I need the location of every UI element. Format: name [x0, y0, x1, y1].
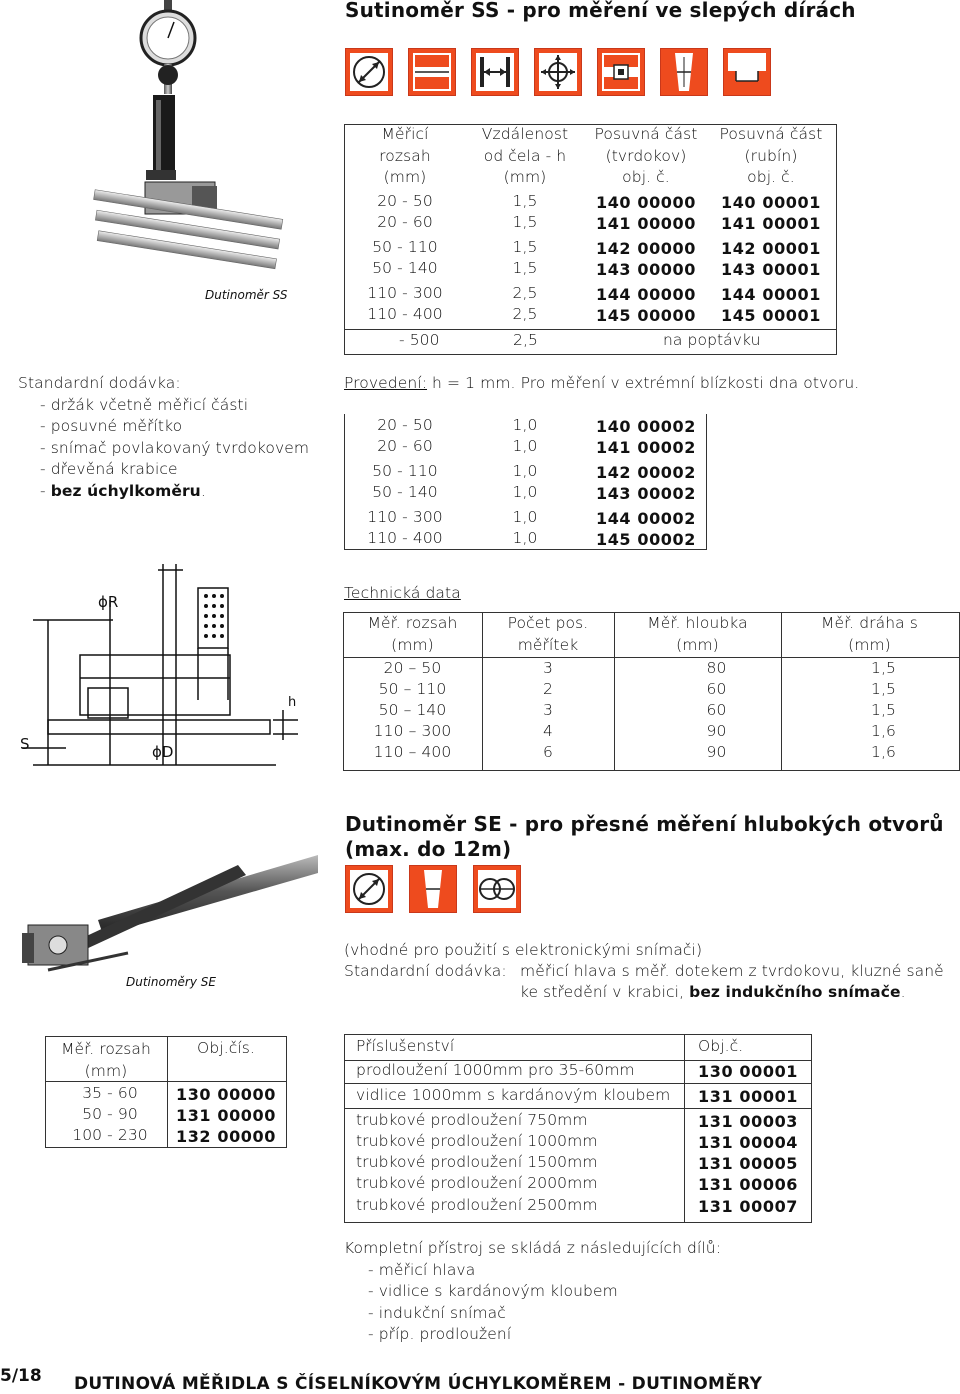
- inner-diameter-icon: [345, 865, 393, 913]
- standard-delivery: [18, 373, 309, 502]
- cone-icon: [660, 48, 708, 96]
- tech-cell-stroke: 1,6: [871, 722, 896, 740]
- table1-cell-carbide: 144 00000: [595, 285, 697, 304]
- tech-cell-stroke: 1,5: [871, 659, 896, 677]
- table1-cell-range: 50 - 110: [372, 238, 438, 256]
- tech-cell-count: 4: [543, 722, 553, 740]
- table1-cell-ruby: 142 00001: [720, 239, 822, 258]
- se-standard-line2: ke středění v krabici, bez indukčního snímače.: [520, 983, 906, 1001]
- cross-measure-icon: [534, 48, 582, 96]
- table3-header-order: Obj.čís.: [197, 1039, 255, 1057]
- tech-cell-count: 6: [543, 743, 553, 761]
- table1-header-distance: Vzdálenost od čela - h (mm): [481, 125, 569, 186]
- accessory-name: prodloužení 1000mm pro 35-60mm: [356, 1061, 635, 1079]
- table1-cell-range: 20 - 50: [377, 192, 433, 210]
- accessory-name: trubkové prodloužení 2000mm: [356, 1174, 598, 1192]
- table1-cell-ruby: 144 00001: [720, 285, 822, 304]
- tech-cell-range: 110 – 300: [373, 722, 452, 740]
- table2-cell-range: 110 - 400: [367, 529, 443, 547]
- table2-cell-range: 110 - 300: [367, 508, 443, 526]
- tech-heading: Technická data: [344, 584, 461, 602]
- table2-cell-range: 50 - 140: [372, 483, 438, 501]
- standard-item-last: - bez úchylkoměru.: [40, 481, 206, 500]
- table1-cell-ruby: 141 00001: [720, 214, 822, 233]
- table1-cell-distance: 2,5: [512, 305, 538, 323]
- step-icon: [723, 48, 771, 96]
- table1-last-note: na poptávku: [663, 331, 761, 349]
- se-note: (vhodné pro použití s elektronickými snímači): [344, 941, 703, 959]
- tech-cell-range: 50 – 110: [378, 680, 447, 698]
- table3-cell-range: 100 - 230: [72, 1126, 148, 1144]
- cone-icon: [409, 865, 457, 913]
- accessory-order: 130 00001: [698, 1062, 799, 1081]
- table1-cell-ruby: 143 00001: [720, 260, 822, 279]
- table3-cell-order: 132 00000: [175, 1127, 277, 1146]
- tech-header-range: Měř. rozsah (mm): [367, 614, 458, 654]
- accessory-order: 131 00005: [698, 1154, 799, 1173]
- tech-cell-depth: 60: [706, 701, 727, 719]
- table1-cell-range: 110 - 300: [367, 284, 443, 302]
- tech-cell-depth: 60: [706, 680, 727, 698]
- tech-cell-range: 50 – 140: [378, 701, 447, 719]
- se-standard-label: Standardní dodávka:: [344, 962, 507, 980]
- accessory-name: trubkové prodloužení 1000mm: [356, 1132, 598, 1150]
- product-photo-ss: [80, 0, 310, 285]
- accessories-header-order: Obj.č.: [698, 1037, 744, 1055]
- table2-cell-range: 50 - 110: [372, 462, 438, 480]
- table2-cell-distance: 1,0: [512, 483, 538, 501]
- standard-heading: Standardní dodávka:: [18, 374, 181, 392]
- table1-cell-distance: 1,5: [512, 238, 538, 256]
- table1-cell-carbide: 143 00000: [595, 260, 697, 279]
- tech-cell-stroke: 1,6: [871, 743, 896, 761]
- title-se: Dutinoměr SE - pro přesné měření hlubokých otvorů (max. do 12m): [345, 812, 944, 861]
- tech-cell-range: 20 – 50: [383, 659, 442, 677]
- table2-cell-distance: 1,0: [512, 529, 538, 547]
- tech-header-depth: Měř. hloubka (mm): [647, 614, 748, 654]
- table3-cell-range: 50 - 90: [82, 1105, 138, 1123]
- tech-cell-stroke: 1,5: [871, 701, 896, 719]
- tech-cell-count: 3: [543, 659, 553, 677]
- drawing-label-r: ϕR: [98, 593, 119, 611]
- drawing-label-d: ϕD: [152, 743, 174, 761]
- table2-cell-distance: 1,0: [512, 508, 538, 526]
- tech-cell-depth: 90: [706, 722, 727, 740]
- table2-cell-distance: 1,0: [512, 462, 538, 480]
- accessory-order: 131 00007: [698, 1197, 799, 1216]
- tech-header-count: Počet pos. měřítek: [507, 614, 589, 654]
- table3-header-range: Měř. rozsah (mm): [61, 1040, 151, 1080]
- standard-item: - držák včetně měřicí části: [40, 395, 249, 414]
- groove-icon: [408, 48, 456, 96]
- product-photo-se: [18, 835, 318, 975]
- table1-cell-carbide: 141 00000: [595, 214, 697, 233]
- tech-header-stroke: Měř. dráha s (mm): [821, 614, 918, 654]
- accessory-order: 131 00001: [698, 1087, 799, 1106]
- drawing-label-h: h: [288, 695, 297, 710]
- table1-header-ruby: Posuvná část (rubín) obj. č.: [719, 125, 823, 186]
- accessory-name: vidlice 1000mm s kardánovým kloubem: [356, 1086, 671, 1104]
- accessory-order: 131 00004: [698, 1133, 799, 1152]
- technical-drawing: [18, 560, 318, 772]
- table1-last-distance: 2,5: [513, 331, 538, 349]
- table1-cell-distance: 1,5: [512, 213, 538, 231]
- table1-last-range: - 500: [399, 331, 440, 349]
- page-number: 5/18: [0, 1366, 42, 1386]
- se-standard-line1: měřicí hlava s měř. dotekem z tvrdokovu, kluzné saně: [520, 962, 944, 980]
- provedeni-line: Provedení: h = 1 mm. Pro měření v extrémní blízkosti dna otvoru.: [344, 374, 860, 392]
- double-bore-icon: [473, 865, 521, 913]
- complete-item: - příp. prodloužení: [368, 1325, 512, 1343]
- table2-cell-range: 20 - 50: [377, 416, 433, 434]
- table1-cell-carbide: 142 00000: [595, 239, 697, 258]
- complete-item: - měřicí hlava: [368, 1260, 476, 1279]
- table3-cell-range: 35 - 60: [82, 1084, 138, 1102]
- complete-item: - vidlice s kardánovým kloubem: [368, 1282, 618, 1300]
- complete-item: - indukční snímač: [368, 1303, 506, 1322]
- table1-cell-distance: 2,5: [512, 284, 538, 302]
- table2-cell-order: 145 00002: [595, 530, 697, 549]
- caption-ss: Dutinoměr SS: [205, 288, 288, 302]
- accessories-header-name: Příslušenství: [356, 1037, 455, 1055]
- tech-cell-count: 3: [543, 701, 553, 719]
- table2-cell-range: 20 - 60: [377, 437, 433, 455]
- table2-cell-distance: 1,0: [512, 416, 538, 434]
- accessory-name: trubkové prodloužení 750mm: [356, 1111, 588, 1129]
- table1-cell-ruby: 140 00001: [720, 193, 822, 212]
- footer-title: DUTINOVÁ MĚŘIDLA S ČÍSELNÍKOVÝM ÚCHYLKOMĚREM - DUTINOMĚRY: [74, 1374, 763, 1394]
- tech-cell-count: 2: [543, 680, 553, 698]
- accessory-name: trubkové prodloužení 1500mm: [356, 1153, 598, 1171]
- table2-cell-order: 142 00002: [595, 463, 697, 482]
- caption-se: Dutinoměry SE: [126, 975, 216, 989]
- inner-diameter-icon: [345, 48, 393, 96]
- tech-cell-stroke: 1,5: [871, 680, 896, 698]
- drawing-label-s: S: [20, 735, 30, 753]
- title-ss: Sutinoměr SS - pro měření ve slepých dírách: [345, 0, 856, 22]
- table3-cell-order: 130 00000: [175, 1085, 277, 1104]
- tech-cell-depth: 90: [706, 743, 727, 761]
- complete-list: [344, 1238, 721, 1346]
- table1-header-carbide: Posuvná část (tvrdokov) obj. č.: [594, 125, 698, 186]
- tech-cell-range: 110 – 400: [373, 743, 452, 761]
- table1-cell-ruby: 145 00001: [720, 306, 822, 325]
- table2-cell-order: 144 00002: [595, 509, 697, 528]
- accessory-order: 131 00003: [698, 1112, 799, 1131]
- table2-cell-distance: 1,0: [512, 437, 538, 455]
- table1-cell-carbide: 145 00000: [595, 306, 697, 325]
- table1-cell-range: 50 - 140: [372, 259, 438, 277]
- table1-cell-distance: 1,5: [512, 259, 538, 277]
- standard-item: - posuvné měřítko: [40, 417, 183, 435]
- table2-cell-order: 141 00002: [595, 438, 697, 457]
- tech-cell-depth: 80: [706, 659, 727, 677]
- table3-cell-order: 131 00000: [175, 1106, 277, 1125]
- table1-cell-distance: 1,5: [512, 192, 538, 210]
- accessory-name: trubkové prodloužení 2500mm: [356, 1196, 598, 1214]
- complete-heading: Kompletní přístroj se skládá z následujících dílů:: [344, 1239, 722, 1257]
- distance-icon: [471, 48, 519, 96]
- table1-cell-carbide: 140 00000: [595, 193, 697, 212]
- table1-cell-range: 110 - 400: [367, 305, 443, 323]
- table1-cell-range: 20 - 60: [377, 213, 433, 231]
- standard-item: - snímač povlakovaný tvrdokovem: [40, 438, 310, 457]
- accessory-order: 131 00006: [698, 1175, 799, 1194]
- table1-header-range: Měřicí rozsah (mm): [379, 125, 431, 186]
- table2-cell-order: 140 00002: [595, 417, 697, 436]
- standard-item: - dřevěná krabice: [40, 460, 178, 478]
- center-measure-icon: [597, 48, 645, 96]
- icon-row-ss: [345, 48, 775, 98]
- table2-cell-order: 143 00002: [595, 484, 697, 503]
